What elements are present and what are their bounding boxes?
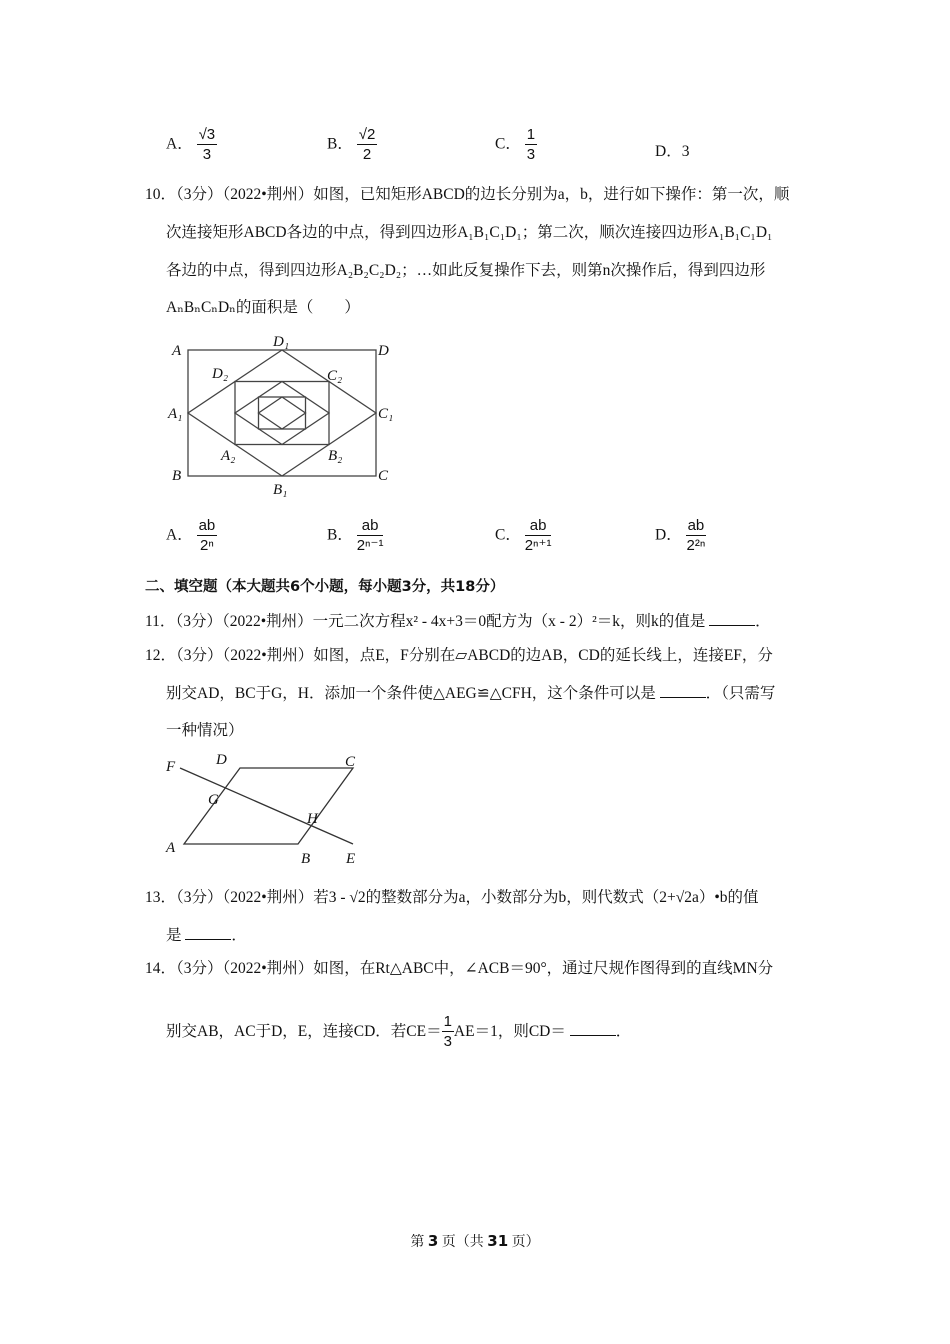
q12-figure-parallelogram: [160, 746, 370, 868]
label-B1: B₁: [273, 482, 288, 498]
q10-line3: 各边的中点，得到四边形A₂B₂C₂D₂；…如此反复操作下去，则第n次操作后，得到四边形: [166, 262, 766, 279]
q12-line1: 12．（3分）（2022•荆州）如图，点E，F分别在▱ABCD的边AB，CD的延长线上，连接EF，分: [145, 647, 773, 664]
q9-option-a: A． $\frac{√3}{3}$: [166, 126, 216, 163]
q10-figure-nested-quadrilaterals: [166, 330, 406, 500]
q12-answer-blank[interactable]: [660, 683, 706, 698]
label-D2: D₂: [212, 366, 229, 382]
q14-fraction: $\frac{1}{3}$: [443, 1013, 452, 1051]
q12-line3: 一种情况）: [166, 722, 244, 739]
label-A2: A₂: [221, 448, 236, 464]
total-pages: 31: [487, 1232, 509, 1250]
label-E: E: [346, 851, 356, 867]
label-D: D: [216, 752, 227, 768]
q14-answer-blank[interactable]: [570, 1021, 616, 1036]
q13-line1: 13．（3分）（2022•荆州）若3 - √2的整数部分为a，小数部分为b，则代数式（2+√2a）•b的值: [145, 889, 759, 906]
section-2-heading: 二、填空题（本大题共6个小题，每小题3分，共18分）: [145, 579, 505, 595]
q9-option-a-fraction: $\frac{√3}{3}$: [198, 126, 216, 163]
label-C1: C₁: [378, 406, 394, 422]
q14-line1: 14．（3分）（2022•荆州）如图，在Rt△ABC中，∠ACB＝90°，通过尺规作图得到的直线MN分: [145, 960, 774, 977]
q10-option-c-fraction: $\frac{ab}{\text{2ⁿ⁺¹}}$: [524, 517, 552, 554]
q10-option-a: A． $\frac{ab}{\text{2ⁿ}}$: [166, 517, 216, 554]
q9-option-c-fraction: $\frac{1}{3}$: [526, 126, 536, 163]
q9-option-c: C． $\frac{1}{3}$: [495, 126, 536, 163]
label-D1: D₁: [273, 334, 290, 350]
q9-option-b-fraction: $\frac{√2}{2}$: [358, 126, 376, 163]
q9-option-d: D．3: [655, 143, 690, 160]
label-A1: A₁: [168, 406, 183, 422]
page-footer: 第 3 页（共 31 页）: [410, 1232, 540, 1250]
q11-answer-blank[interactable]: [709, 611, 755, 626]
q14-line2: 别交AB，AC于D，E，连接CD．若CE＝ $\frac{1}{3}$ AE＝1，则CD＝ ．: [166, 1013, 632, 1051]
q10-line4: AₙBₙCₙDₙ的面积是（ ）: [166, 299, 360, 316]
label-C: C: [345, 754, 356, 770]
current-page-number: 3: [427, 1232, 439, 1250]
label-F: F: [166, 759, 176, 775]
label-B: B: [172, 468, 182, 484]
q9-option-b: B． $\frac{√2}{2}$: [327, 126, 376, 163]
label-B2: B₂: [328, 448, 343, 464]
q10-option-d: D． $\frac{ab}{\text{2²ⁿ}}$: [655, 517, 706, 554]
q11: 11．（3分）（2022•荆州）一元二次方程x² - 4x+3＝0配方为（x - 2）²＝k，则k的值是 ．: [145, 613, 771, 630]
q13-answer-blank[interactable]: [185, 925, 231, 940]
label-A: A: [172, 343, 182, 359]
label-C2: C₂: [327, 368, 343, 384]
label-A: A: [166, 840, 176, 856]
q10-line1: 10．（3分）（2022•荆州）如图，已知矩形ABCD的边长分别为a，b，进行如下操作：第一次，顺: [145, 186, 790, 203]
label-G: G: [208, 792, 219, 808]
q10-option-b: B． $\frac{ab}{\text{2ⁿ⁻¹}}$: [327, 517, 384, 554]
q12-line2: 别交AD，BC于G，H．添加一个条件使△AEG≌△CFH，这个条件可以是 ．（只需写: [166, 685, 776, 702]
label-D: D: [378, 343, 389, 359]
q10-option-d-fraction: $\frac{ab}{\text{2²ⁿ}}$: [686, 517, 706, 554]
q10-option-a-fraction: $\frac{ab}{\text{2ⁿ}}$: [198, 517, 216, 554]
label-H: H: [307, 811, 318, 827]
q10-option-c: C． $\frac{ab}{\text{2ⁿ⁺¹}}$: [495, 517, 552, 554]
label-B: B: [301, 851, 311, 867]
q13-line2: 是 ．: [166, 927, 247, 944]
label-C: C: [378, 468, 389, 484]
q10-figure-labels: [167, 334, 393, 498]
q10-option-b-fraction: $\frac{ab}{\text{2ⁿ⁻¹}}$: [356, 517, 384, 554]
q10-line2: 次连接矩形ABCD各边的中点，得到四边形A₁B₁C₁D₁；第二次，顺次连接四边形A₁B₁C₁D₁: [166, 224, 773, 241]
